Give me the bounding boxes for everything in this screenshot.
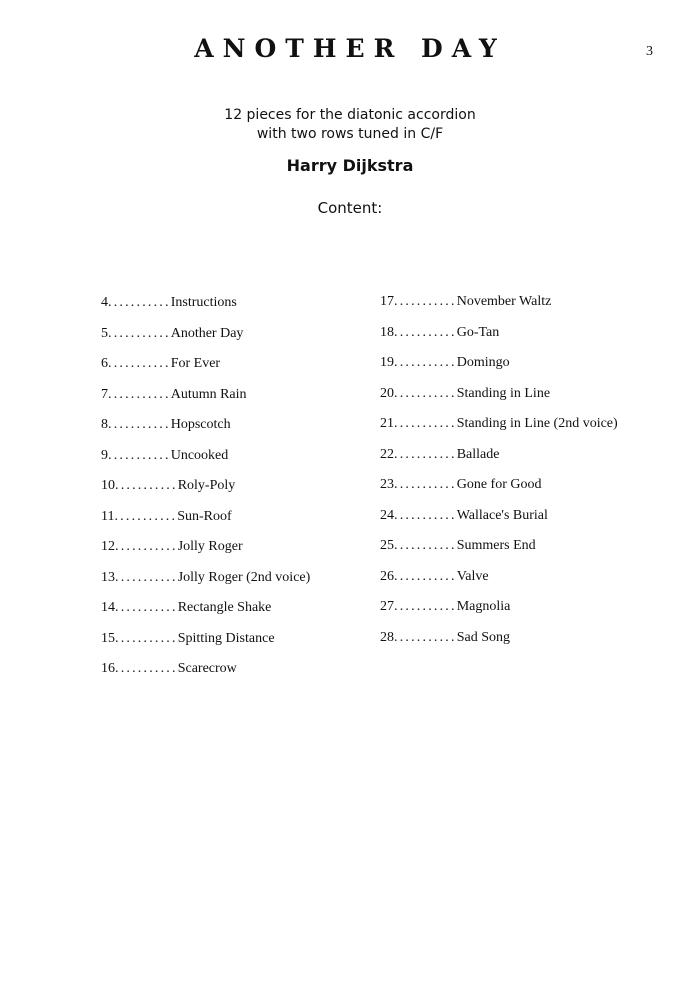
- toc-page-number: 9: [101, 447, 108, 463]
- toc-leader-dots: ...........: [108, 386, 171, 402]
- toc-entry: [380, 444, 618, 475]
- toc-leader-dots: ...........: [394, 324, 457, 340]
- toc-piece-title: Autumn Rain: [170, 386, 247, 402]
- toc-piece-title: Instructions: [170, 295, 237, 310]
- toc-entry: [101, 292, 310, 323]
- toc-page-number: 26: [380, 568, 394, 584]
- toc-piece-title: Gone for Good: [456, 477, 542, 492]
- toc-leader-dots: ...........: [115, 600, 178, 615]
- toc-entry: [380, 413, 618, 444]
- toc-entry: [101, 536, 310, 567]
- toc-piece-title: Rectangle Shake: [177, 600, 272, 615]
- toc-piece-title: Roly-Poly: [177, 478, 236, 493]
- toc-piece-title: Jolly Roger: [177, 539, 243, 554]
- toc-leader-dots: ...........: [108, 447, 171, 463]
- toc-page-number: 17: [380, 294, 394, 309]
- toc-page-number: 8: [101, 417, 108, 432]
- toc-leader-dots: ...........: [394, 477, 457, 492]
- toc-page-number: 24: [380, 507, 394, 523]
- toc-entry: [101, 445, 310, 476]
- toc-piece-title: Scarecrow: [177, 661, 237, 676]
- subtitle-line-2: with two rows tuned in C/F: [256, 126, 444, 142]
- toc-entry: [101, 384, 310, 415]
- toc-entry: [380, 383, 618, 414]
- toc-entry: [101, 323, 310, 354]
- toc-page-number: 18: [380, 324, 394, 340]
- toc-leader-dots: ...........: [394, 599, 457, 614]
- toc-leader-dots: ...........: [394, 446, 457, 462]
- toc-page-number: 23: [380, 477, 394, 492]
- toc-entry: [380, 505, 618, 536]
- toc-page-number: 25: [380, 538, 394, 553]
- toc-leader-dots: ...........: [394, 416, 457, 431]
- toc-leader-dots: ...........: [108, 417, 171, 432]
- toc-left-column: [101, 292, 310, 689]
- toc-entry: [101, 597, 310, 628]
- toc-leader-dots: ...........: [115, 539, 178, 554]
- toc-entry: [380, 566, 618, 597]
- toc-leader-dots: ...........: [394, 507, 457, 523]
- toc-leader-dots: ...........: [115, 478, 178, 493]
- toc-leader-dots: ...........: [108, 295, 171, 310]
- toc-piece-title: Valve: [456, 568, 489, 584]
- toc-leader-dots: ...........: [394, 568, 457, 584]
- toc-leader-dots: ...........: [394, 385, 457, 401]
- toc-piece-title: Go-Tan: [456, 324, 500, 340]
- toc-leader-dots: ...........: [114, 508, 178, 524]
- toc-piece-title: Sad Song: [456, 629, 510, 645]
- toc-page-number: 11: [101, 508, 115, 524]
- toc-piece-title: Hopscotch: [170, 417, 231, 432]
- toc-leader-dots: ...........: [115, 630, 178, 646]
- toc-leader-dots: ...........: [394, 294, 457, 309]
- toc-entry: [380, 627, 618, 658]
- toc-piece-title: For Ever: [170, 356, 221, 371]
- toc-leader-dots: ...........: [115, 569, 178, 585]
- toc-page-number: 28: [380, 629, 394, 645]
- toc-piece-title: Jolly Roger (2nd voice): [177, 569, 311, 585]
- toc-piece-title: Spitting Distance: [177, 630, 275, 646]
- toc-entry: [101, 658, 310, 689]
- toc-entry: [380, 535, 618, 566]
- toc-page-number: 4: [101, 295, 108, 310]
- toc-piece-title: Another Day: [170, 325, 244, 341]
- subtitle: [0, 106, 700, 144]
- toc-entry: [380, 291, 618, 322]
- toc-piece-title: Standing in Line: [456, 385, 551, 401]
- toc-leader-dots: ...........: [394, 538, 457, 553]
- toc-page-number: 5: [101, 325, 108, 341]
- toc-page-number: 15: [101, 630, 115, 646]
- toc-entry: [101, 414, 310, 445]
- toc-piece-title: Uncooked: [170, 447, 229, 463]
- toc-entry: [101, 475, 310, 506]
- toc-entry: [380, 322, 618, 353]
- content-heading: Content:: [317, 199, 383, 217]
- toc-page-number: 21: [380, 416, 394, 431]
- composer-name: Harry Dijkstra: [286, 156, 414, 175]
- toc-right-column: [380, 291, 618, 657]
- toc-leader-dots: ...........: [115, 661, 178, 676]
- page-number: 3: [646, 44, 653, 59]
- toc-leader-dots: ...........: [108, 325, 171, 341]
- toc-entry: [101, 506, 310, 537]
- toc-piece-title: Standing in Line (2nd voice): [456, 416, 618, 431]
- toc-page-number: 14: [101, 600, 115, 615]
- toc-piece-title: Magnolia: [456, 599, 511, 614]
- toc-page-number: 7: [101, 386, 108, 402]
- toc-page-number: 16: [101, 661, 115, 676]
- toc-piece-title: Ballade: [456, 446, 500, 462]
- toc-leader-dots: ...........: [394, 629, 457, 645]
- toc-page-number: 19: [380, 355, 394, 370]
- toc-page-number: 13: [101, 569, 115, 585]
- toc-piece-title: Domingo: [456, 355, 510, 370]
- toc-piece-title: Wallace's Burial: [456, 507, 548, 523]
- toc-page-number: 27: [380, 599, 394, 614]
- toc-entry: [101, 628, 310, 659]
- toc-page-number: 12: [101, 539, 115, 554]
- toc-page-number: 6: [101, 356, 108, 371]
- document-title: ANOTHER DAY: [194, 34, 506, 63]
- toc-leader-dots: ...........: [394, 355, 457, 370]
- toc-entry: [380, 352, 618, 383]
- toc-entry: [101, 353, 310, 384]
- toc-piece-title: Summers End: [456, 538, 536, 553]
- toc-leader-dots: ...........: [108, 356, 171, 371]
- toc-page-number: 22: [380, 446, 394, 462]
- toc-entry: [380, 474, 618, 505]
- toc-piece-title: November Waltz: [456, 294, 552, 309]
- toc-piece-title: Sun-Roof: [177, 508, 232, 524]
- toc-page-number: 20: [380, 385, 394, 401]
- toc-entry: [101, 567, 310, 598]
- subtitle-line-1: 12 pieces for the diatonic accordion: [224, 107, 476, 123]
- toc-entry: [380, 596, 618, 627]
- toc-page-number: 10: [101, 478, 115, 493]
